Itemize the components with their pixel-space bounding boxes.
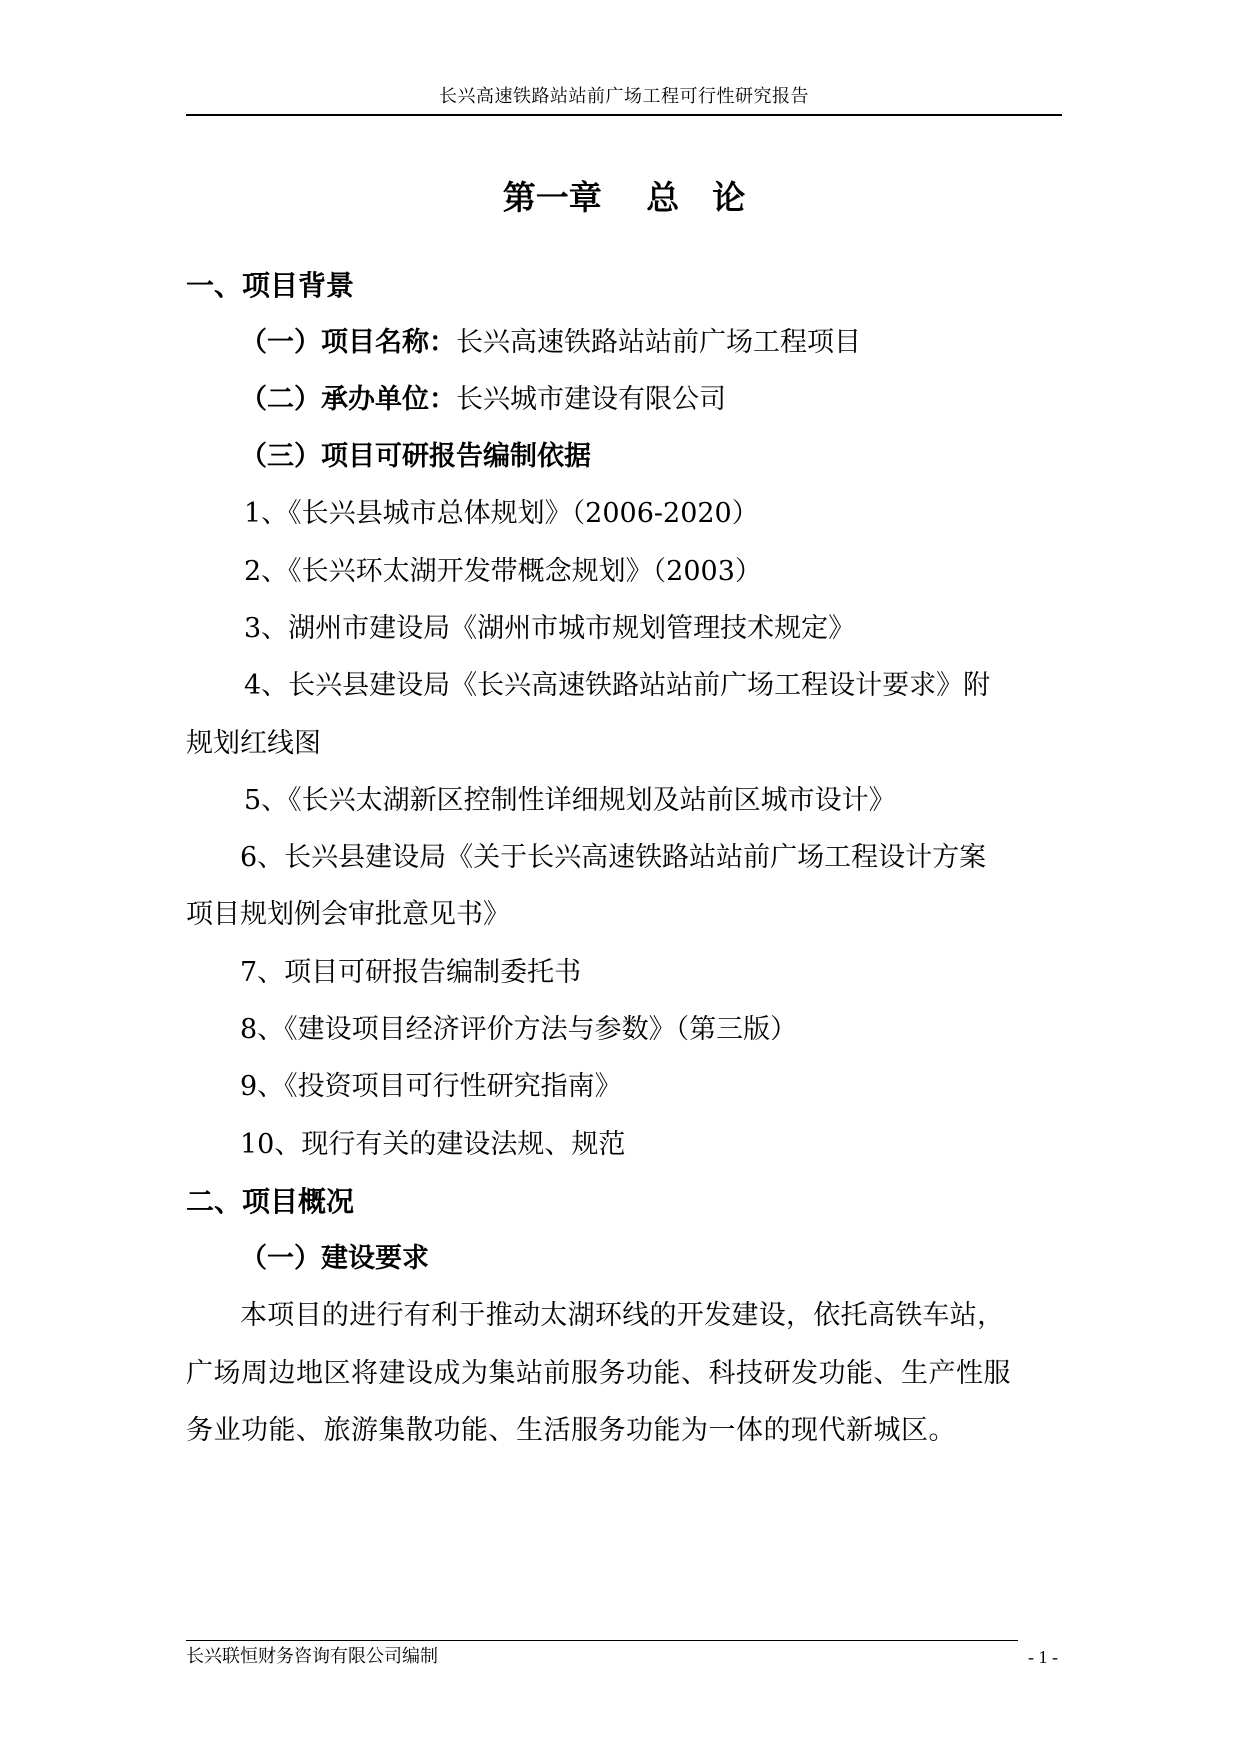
paragraph-line-3: 务业功能、旅游集散功能、生活服务功能为一体的现代新城区。 — [186, 1415, 956, 1446]
section-heading-background: 一、项目背景 — [186, 269, 355, 302]
basis-item-7: 7、项目可研报告编制委托书 — [240, 957, 582, 988]
paragraph-line-1: 本项目的进行有利于推动太湖环线的开发建设，依托高铁车站， — [240, 1300, 1005, 1331]
basis-item-10: 10、现行有关的建设法规、规范 — [240, 1129, 626, 1160]
basis-item-2: 2、《长兴环太湖开发带概念规划》（2003） — [244, 556, 762, 587]
organizer-line — [240, 382, 726, 418]
paragraph-line-2: 广场周边地区将建设成为集站前服务功能、科技研发功能、生产性服 — [186, 1358, 1011, 1389]
organizer-value: 长兴城市建设有限公司 — [456, 384, 726, 415]
organizer-label: （二）承办单位： — [240, 384, 456, 415]
project-name-label: （一）项目名称： — [240, 327, 456, 358]
project-name-value: 长兴高速铁路站站前广场工程项目 — [456, 327, 861, 358]
basis-item-4: 4、长兴县建设局《长兴高速铁路站站前广场工程设计要求》附 — [244, 670, 991, 701]
basis-item-1: 1、《长兴县城市总体规划》（2006-2020） — [244, 498, 759, 529]
basis-item-9: 9、《投资项目可行性研究指南》 — [240, 1071, 622, 1102]
project-name-line — [240, 325, 861, 361]
footer-divider — [186, 1640, 1018, 1641]
basis-item-5: 5、《长兴太湖新区控制性详细规划及站前区城市设计》 — [244, 785, 896, 816]
basis-item-4-continued: 规划红线图 — [186, 728, 321, 759]
basis-item-6-continued: 项目规划例会审批意见书》 — [186, 899, 510, 930]
basis-item-3: 3、湖州市建设局《湖州市城市规划管理技术规定》 — [244, 613, 856, 644]
chapter-title: 第一章 总 论 — [502, 178, 746, 217]
header-title: 长兴高速铁路站站前广场工程可行性研究报告 — [439, 86, 809, 107]
basis-item-8: 8、《建设项目经济评价方法与参数》（第三版） — [240, 1014, 798, 1045]
page-number: - 1 - — [1028, 1647, 1058, 1667]
basis-heading: （三）项目可研报告编制依据 — [240, 441, 591, 472]
header-divider — [186, 114, 1062, 116]
footer-company: 长兴联恒财务咨询有限公司编制 — [186, 1646, 438, 1667]
section-heading-overview: 二、项目概况 — [186, 1185, 355, 1218]
basis-item-6: 6、长兴县建设局《关于长兴高速铁路站站前广场工程设计方案 — [240, 842, 987, 873]
construction-requirements-heading: （一）建设要求 — [240, 1243, 429, 1274]
